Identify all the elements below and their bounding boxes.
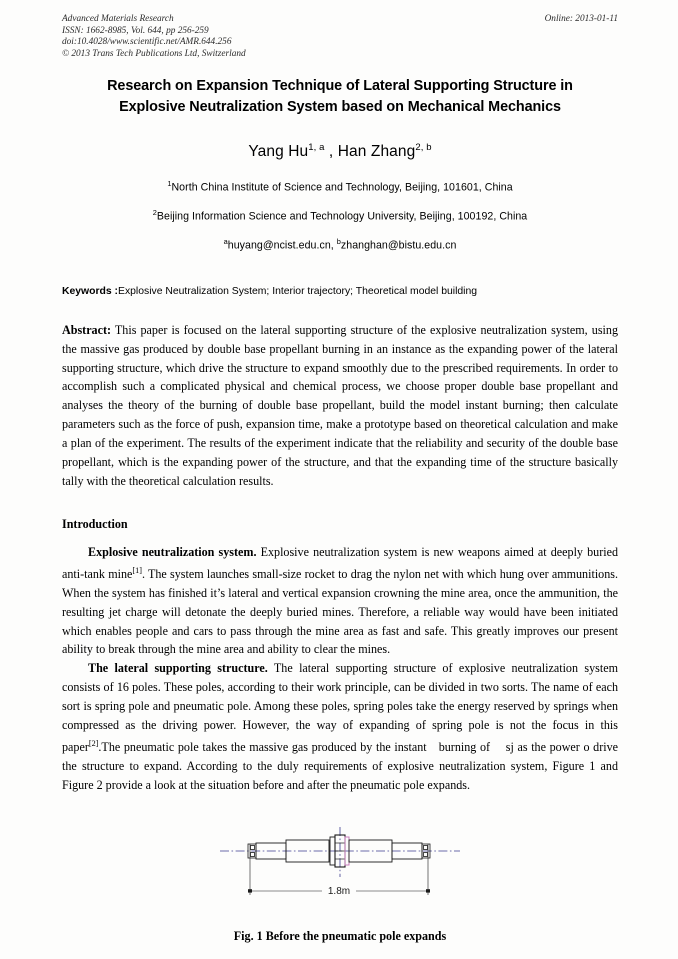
- title-line-1: Research on Expansion Technique of Lateral Supporting Structure in: [107, 78, 573, 94]
- figure-1-drawing: [220, 821, 460, 913]
- right-inner-tube: [349, 840, 392, 862]
- paragraph-lateral-supporting-structure: [62, 659, 618, 794]
- page-content: [62, 14, 618, 944]
- left-end-bolt-top: [251, 845, 255, 849]
- dimension-arrow-left: [248, 889, 252, 892]
- author-1-name: Yang Hu: [248, 143, 309, 161]
- paragraph-2-part-2: .The pneumatic pole takes the massive gas produced by the instant burning of sj as the power o drive the structure to expand. According to the duly requirements of explosive neutralization system, Figure 1 and Figure 2 provide a look at the situation before and after the pneumatic pole expands.: [62, 740, 618, 792]
- paragraph-2-lead: The lateral supporting structure.: [88, 661, 268, 676]
- paragraph-1-part-1: Explosive neutralization system is new weapons aimed at deeply buried anti-tank mine: [62, 544, 618, 581]
- citation-ref-1: [1]: [132, 565, 142, 575]
- journal-name: Advanced Materials Research: [62, 14, 174, 24]
- keywords-line: [62, 285, 618, 299]
- author-list: [62, 142, 618, 161]
- dimension-arrow-right: [426, 889, 430, 892]
- figure-1-caption: Fig. 1 Before the pneumatic pole expands: [233, 928, 447, 943]
- affiliation-2-text: Beijing Information Science and Technology University, Beijing, 100192, China: [156, 210, 528, 223]
- right-end-bolt-top: [424, 845, 428, 849]
- citation-ref-2: [2]: [88, 739, 99, 748]
- email-a-marker: a: [223, 237, 228, 247]
- right-end-bolt-bottom: [424, 852, 428, 856]
- masthead-left: [62, 14, 482, 60]
- abstract-label: Abstract:: [62, 322, 112, 337]
- author-separator: ,: [324, 143, 338, 161]
- affiliation-2-marker: 2: [152, 207, 157, 217]
- keywords-text: Explosive Neutralization System; Interior trajectory; Theoretical model building: [118, 285, 478, 297]
- paragraph-1-part-2: . The system launches small-size rocket to drag the nylon net with which hung over ammunitions. When the system has finished it’s lateral and vertical expansion crowning the mine area, once the ammunition, the resulting jet charge will detonate the deeply buried mines. Therefore, a reliable way would have been initiated which enables people and cars to pass through the mine area as fast and safe. This greatly improves our present ability to break through the mine area and ability to clear the mines.: [62, 566, 618, 657]
- affiliation-1-marker: 1: [167, 179, 172, 189]
- figure-1-wrapper: [62, 821, 618, 913]
- masthead: [62, 14, 618, 64]
- copyright-line: © 2013 Trans Tech Publications Ltd, Switzerland: [62, 48, 246, 59]
- author-emails: [62, 237, 618, 252]
- paragraph-2-part-1: The lateral supporting structure of explosive neutralization system consists of 16 poles. These poles, according to their work principle, can be divided in two sorts. The name of each sort is spring pole and pneumatic pole. Among these poles, spring poles take the energy reserved by springs when compressed as the driving power. However, the way of expanding of spring pole is not the focus in this paper: [62, 661, 618, 755]
- affiliation-2: [62, 208, 618, 223]
- left-end-bolt-bottom: [251, 852, 255, 856]
- dimension-value-label: 1.8m: [327, 885, 351, 897]
- author-1-marker: 1, a: [308, 142, 325, 153]
- email-b: zhanghan@bistu.edu.cn: [340, 239, 457, 252]
- online-date: Online: 2013-01-11: [544, 14, 618, 24]
- paragraph-1-lead: Explosive neutralization system.: [88, 544, 257, 559]
- keywords-label: Keywords :: [62, 285, 119, 297]
- affiliation-1-text: North China Institute of Science and Technology, Beijing, 101601, China: [171, 181, 513, 194]
- pneumatic-pole-cad-drawing: [220, 821, 460, 913]
- author-2-marker: 2, b: [415, 142, 432, 153]
- section-heading-introduction: Introduction: [62, 516, 128, 531]
- paragraph-explosive-neutralization-system: [62, 543, 618, 659]
- doi-line: doi:10.4028/www.scientific.net/AMR.644.256: [62, 37, 232, 48]
- email-a: huyang@ncist.edu.cn,: [227, 239, 337, 252]
- page-title: [62, 76, 618, 118]
- abstract-text: This paper is focused on the lateral supporting structure of the explosive neutralization system, using the massive gas produced by double base propellant burning in an instance as the expanding power of the lateral supporting structure, which drive the structure to expand smoothly due to the prescribed requirements. In order to accomplish such a complicated physical and chemical process, we choose proper double base propellant and analyses the theory of the burning of double base propellant, build the model instant burning; then calculate parameters such as the force of push, expansion time, make a prototype based on theoretical calculation and make a plan of the experiment. The results of the experiment indicate that the reliability and security of the double base propellant, which is the expanding power of the structure, and that the expanding time of the structure basically tally with the theoretical calculation results.: [62, 322, 618, 488]
- abstract-block: [62, 321, 618, 491]
- author-2-name: Han Zhang: [337, 143, 416, 161]
- email-b-marker: b: [336, 237, 341, 247]
- issn-line: ISSN: 1662-8985, Vol. 644, pp 256-259: [62, 25, 209, 36]
- affiliation-1: [62, 179, 618, 194]
- title-line-2: Explosive Neutralization System based on Mechanical Mechanics: [119, 99, 561, 115]
